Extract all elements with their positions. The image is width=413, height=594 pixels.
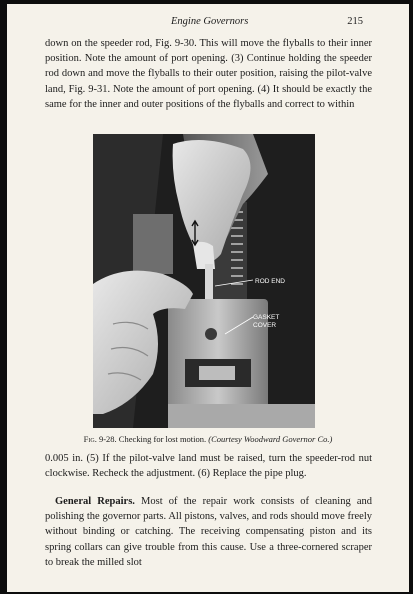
page-number: 215 — [347, 16, 363, 27]
caption-text: Checking for lost motion. — [118, 434, 207, 444]
speeder-rod — [205, 264, 213, 299]
paragraph-2: 0.005 in. (5) If the pilot-valve land must be raised, turn the speeder-rod nut clockwise. Recheck the adjustment. (6) Replace the pipe plug. — [45, 453, 372, 480]
rod-end-label: ROD END — [255, 278, 285, 285]
paragraph-3 — [45, 494, 372, 570]
cover-bolt — [205, 328, 217, 340]
page-header — [7, 16, 409, 30]
paragraph-3-body: Most of the repair work consists of cleaning and polishing the governor parts. All pistons, valves, and rods should move freely without binding or catching. The receiving compensating piston and its spring collars can give trouble from this cause. Use a three-cornered scraper to break the milled slot — [45, 496, 373, 568]
paragraph-1: down on the speeder rod, Fig. 9-30. This will move the flyballs to their inner position. Note the amount of port opening. (3) Continue holding the speeder rod down and move the flyballs to their outer position, raising the pilot-valve land, Fig. 9-31. Note the amount of port opening. (4) It should be exactly the same for the inner and outer positions of the flyballs and correct to within — [45, 38, 372, 110]
upper-fixture — [133, 214, 173, 274]
book-page — [7, 4, 409, 592]
base-plate — [168, 404, 315, 428]
figure-photo — [93, 134, 315, 428]
figure-label: Fig. 9-28. — [83, 434, 117, 444]
window-piston — [199, 366, 235, 380]
caption-credit: (Courtesy Woodward Governor Co.) — [208, 434, 333, 444]
running-head: Engine Governors — [171, 16, 249, 27]
figure-caption — [7, 434, 409, 444]
cover-label-line-1: GASKET — [253, 314, 280, 321]
cover-label-line-2: COVER — [253, 322, 277, 329]
governor-photo-illustration — [93, 134, 315, 428]
section-heading: General Repairs. — [55, 496, 135, 507]
